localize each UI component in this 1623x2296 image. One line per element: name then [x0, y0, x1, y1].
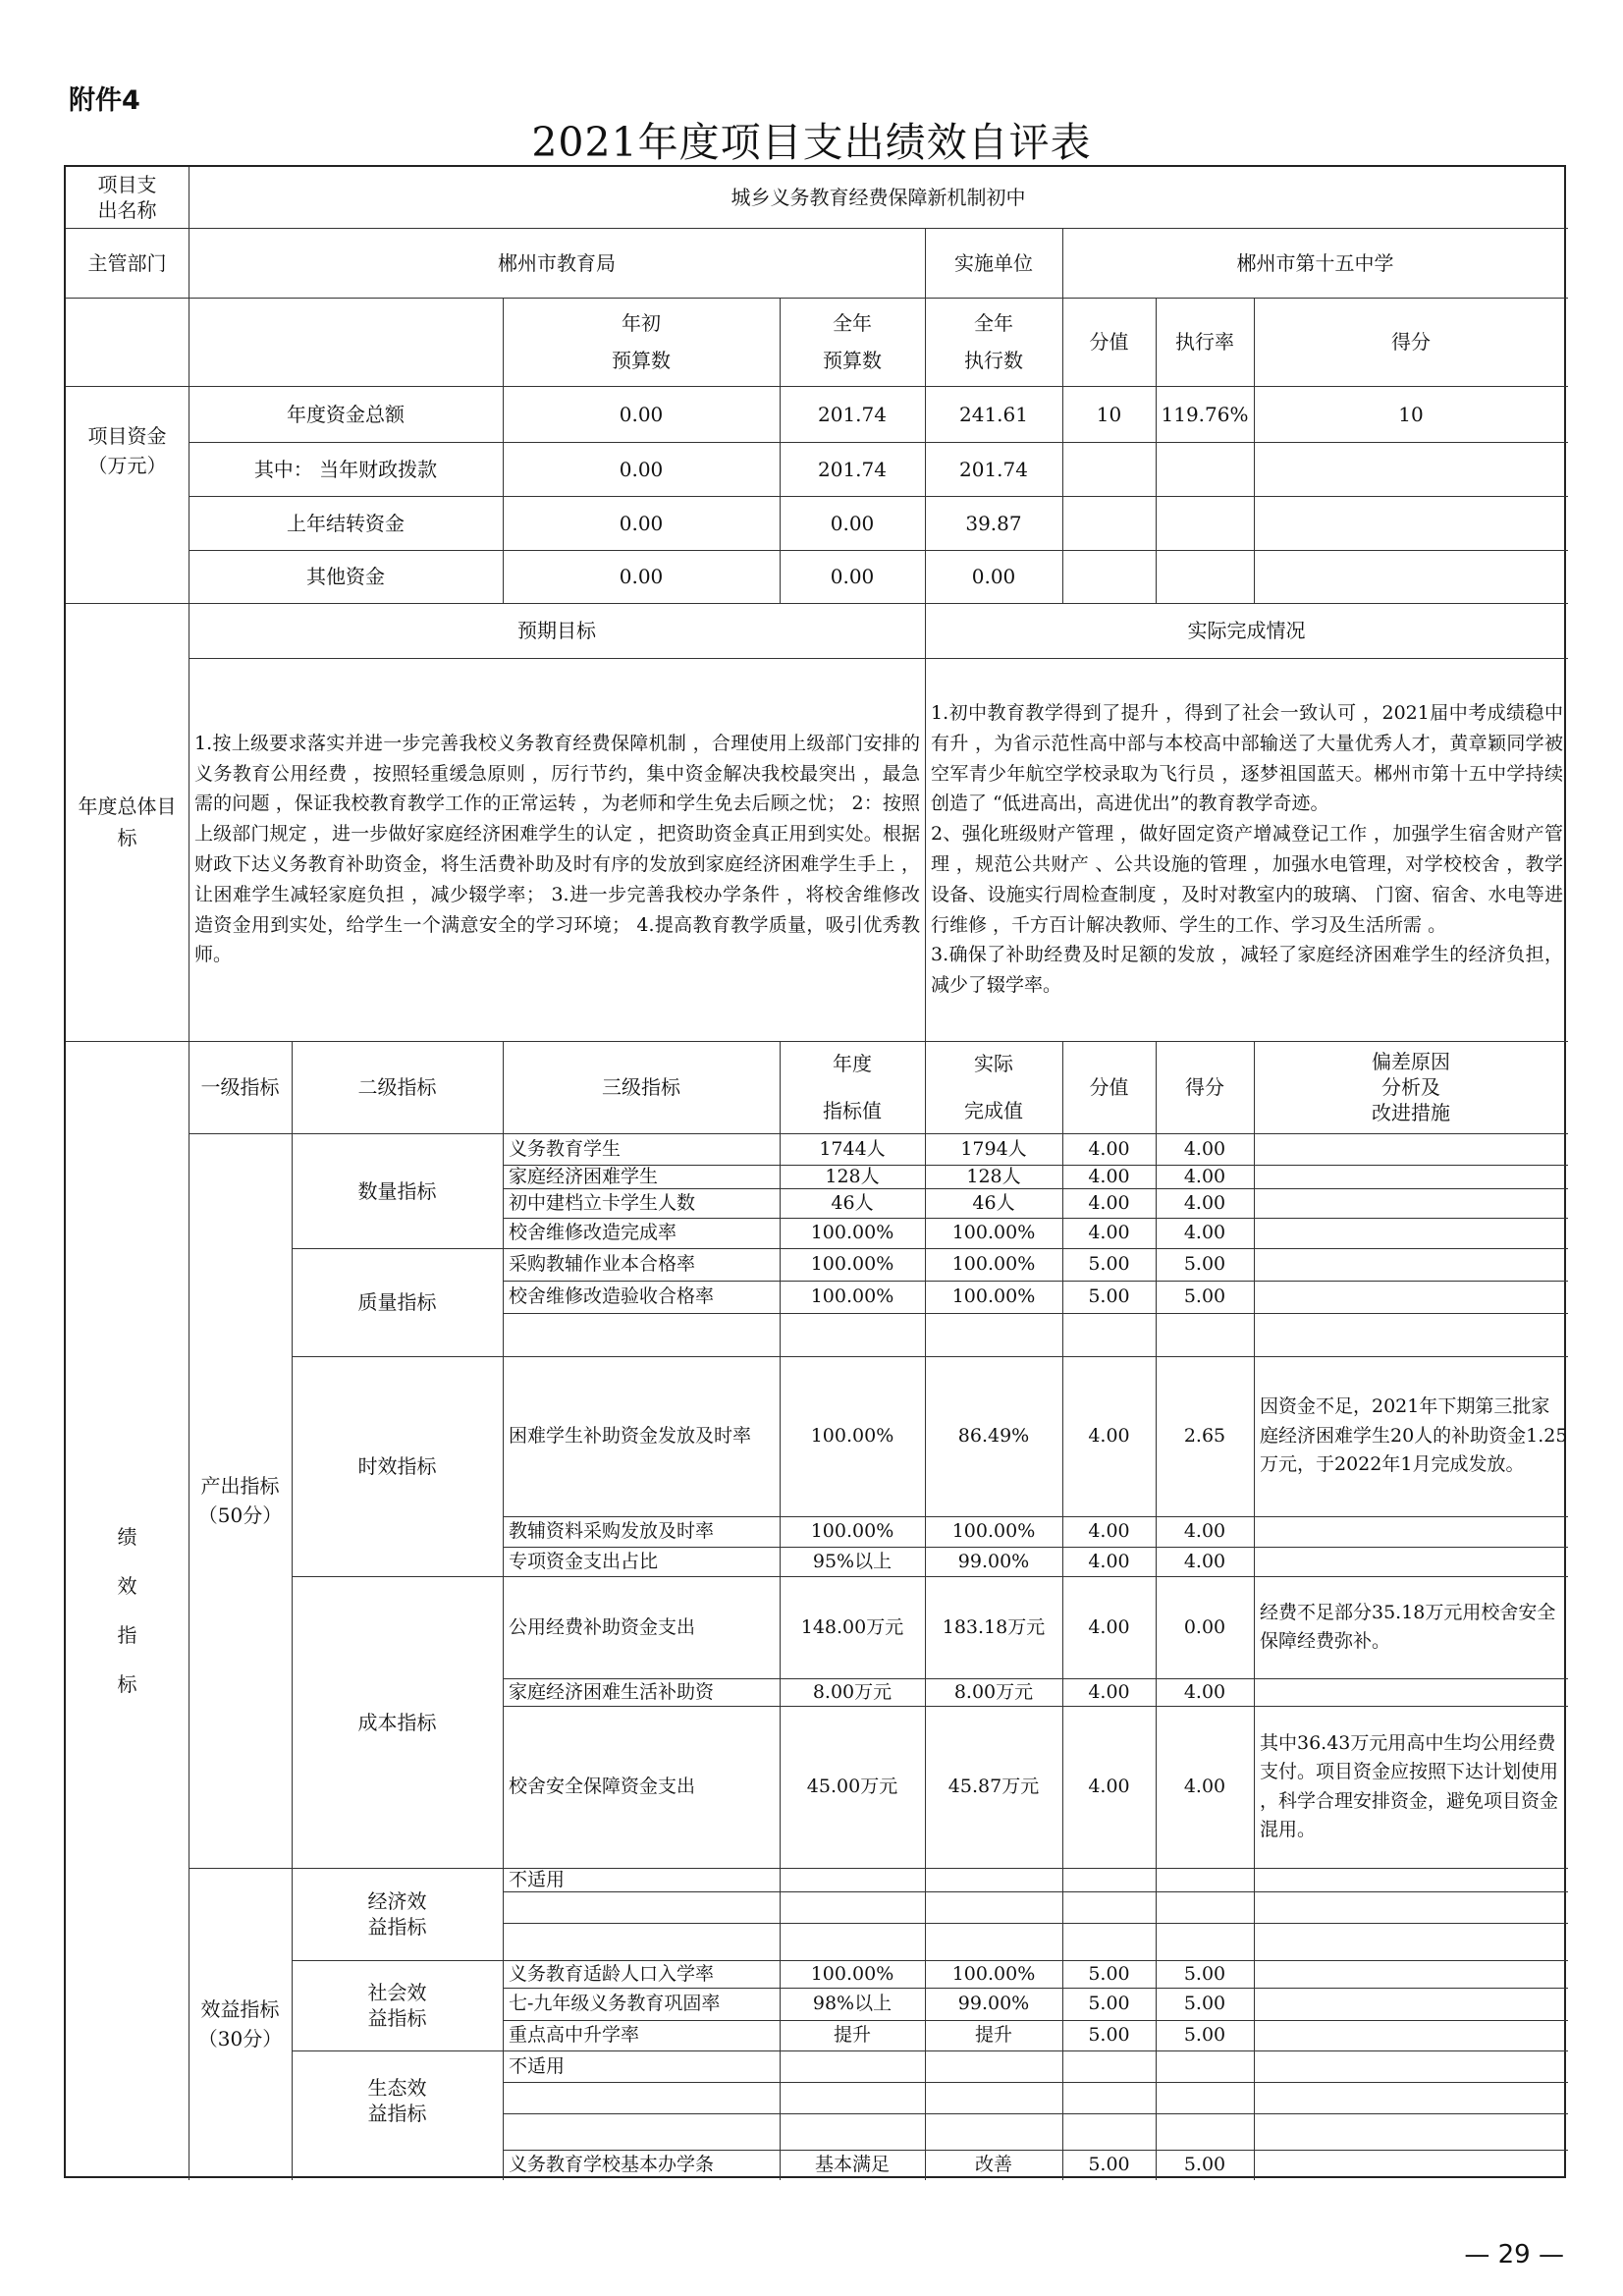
indicator-reason: 经费不足部分35.18万元用校舍安全保障经费弥补。: [1260, 1601, 1556, 1652]
group-timeliness: 时效指标: [357, 1454, 437, 1478]
indicator-score-value: 5.00: [1088, 1253, 1130, 1276]
output-indicators-label: 产出指标 （50分）: [197, 1474, 283, 1527]
indicator-actual: 100.00%: [951, 1962, 1036, 1985]
indicator-name: 家庭经济困难生活补助资: [509, 1680, 715, 1703]
indicator-reason: [1254, 1313, 1568, 1356]
indicator-target: 46人: [831, 1191, 874, 1214]
group-quantity: 数量指标: [357, 1178, 437, 1203]
indicator-actual: 改善: [974, 2154, 1012, 2176]
indicator-target: 100.00%: [810, 1285, 894, 1308]
funds-cell-executed: 201.74: [959, 457, 1028, 481]
indicator-score: [1156, 1313, 1254, 1356]
header-target: 年度 指标值: [823, 1052, 882, 1122]
indicator-target: 45.00万元: [806, 1776, 898, 1798]
header-level3: 三级指标: [602, 1075, 680, 1099]
indicator-actual: [925, 1891, 1062, 1923]
indicator-score: 5.00: [1183, 1962, 1226, 1985]
indicator-target: 100.00%: [810, 1222, 894, 1244]
funds-cell-annual: 201.74: [818, 402, 887, 426]
funds-cell-score_value: [1062, 442, 1156, 496]
indicator-target: 100.00%: [810, 1253, 894, 1276]
indicator-score: 4.00: [1183, 1137, 1226, 1160]
funds-row-name: 其中： 当年财政拨款: [253, 457, 438, 481]
indicator-reason: 因资金不足，2021年下期第三批家庭经济困难学生20人的补助资金1.25万元，于2022年1月完成发放。: [1260, 1395, 1568, 1476]
indicator-score: 5.00: [1183, 1253, 1226, 1276]
header-actual: 实际 完成值: [964, 1052, 1023, 1122]
page-number-value: 29: [1497, 2240, 1531, 2269]
indicator-target: 1744人: [819, 1137, 886, 1160]
funds-cell-score_value: 10: [1096, 402, 1122, 426]
indicator-score: 4.00: [1183, 1222, 1226, 1244]
unit-value: 郴州市第十五中学: [1236, 250, 1394, 275]
funds-cell-score: [1254, 496, 1568, 550]
actual-goal-text: [931, 658, 1563, 1041]
indicator-reason: [1254, 1218, 1568, 1248]
indicator-target: [780, 2050, 925, 2082]
indicator-score: 4.00: [1183, 1165, 1226, 1187]
funds-cell-rate: [1156, 550, 1254, 603]
page-title: 2021年度项目支出绩效自评表: [531, 119, 1092, 166]
indicator-name: [503, 2113, 780, 2150]
expected-goal-label: 预期目标: [517, 619, 596, 642]
indicator-reason: [1254, 1547, 1568, 1576]
indicator-name: 校舍维修改造完成率: [509, 1222, 677, 1244]
indicator-actual: [925, 1868, 1062, 1891]
indicator-reason: [1254, 2150, 1568, 2180]
indicator-score: [1156, 2082, 1254, 2113]
funds-row-name: 年度资金总额: [287, 402, 405, 426]
indicator-target: 基本满足: [814, 2154, 890, 2176]
funds-cell-executed: 0.00: [971, 565, 1016, 588]
indicator-score-value: 4.00: [1088, 1680, 1130, 1703]
page-number: — 29 —: [1464, 2240, 1564, 2269]
indicator-reason: [1254, 1988, 1568, 2020]
funds-cell-score: [1254, 442, 1568, 496]
indicator-reason: [1254, 2113, 1568, 2150]
indicator-score: 2.65: [1183, 1425, 1226, 1448]
indicator-score-value: 5.00: [1088, 1962, 1130, 1985]
dept-value: 郴州市教育局: [498, 250, 616, 275]
indicator-score-value: 4.00: [1088, 1776, 1130, 1798]
indicator-actual: 99.00%: [957, 1993, 1030, 2015]
indicator-score-value: 4.00: [1088, 1191, 1130, 1214]
performance-indicators-label: 绩 效 指 标: [117, 1524, 137, 1696]
indicator-name: 教辅资料采购发放及时率: [509, 1520, 715, 1543]
actual-goal-text-text: 1.初中教育教学得到了提升 ，得到了社会一致认可 ，2021届中考成绩稳中有升 ，为省示范性高中部与本校高中部输送了大量优秀人才，黄章颖同学被空军青少年航空学校录取为飞行员 ，逐梦祖国蓝天。郴州市第十五中学持续创造了 “低进高出，高进优出”的教育教学奇迹。 2、强化班级财产管理 ，做好固定资产增减登记工作 ，加强学生宿舍财产管理 ，规范公共财产 、公共设施的管理 ，加强水电管理，对学校校舍 ，教学设备、设施实行周检查制度 ，及时对教室内的玻璃、 门窗、宿舍、水电等进行维修 ，千方百计解决教师、学生的工作、学习及生活所需 。 3.确保了补助经费及时足额的发放 ，减轻了家庭经济困难学生的经济负担，减少了辍学率。: [931, 702, 1563, 997]
indicator-score: 5.00: [1183, 2154, 1226, 2176]
indicator-reason: [1254, 1891, 1568, 1923]
indicator-score-value: 4.00: [1088, 1615, 1130, 1638]
indicator-score-value: 5.00: [1088, 2154, 1130, 2176]
indicator-name: [503, 1923, 780, 1960]
indicator-name: [503, 1313, 780, 1356]
header-score: 得分: [1185, 1075, 1224, 1099]
indicator-target: 100.00%: [810, 1425, 894, 1448]
indicator-target: 95%以上: [812, 1550, 893, 1572]
indicator-actual: [925, 2050, 1062, 2082]
indicator-actual: 100.00%: [951, 1285, 1036, 1308]
goals-label: 年度总体目 标: [78, 794, 177, 849]
indicator-actual: 1794人: [960, 1137, 1027, 1160]
indicator-reason: [1254, 1248, 1568, 1281]
indicator-reason: [1254, 1678, 1568, 1706]
funds-header-1: 全年 预算数: [823, 311, 882, 372]
funds-row-name: 其他资金: [306, 565, 385, 588]
indicator-actual: 8.00万元: [953, 1680, 1034, 1703]
indicator-name: 重点高中升学率: [509, 2024, 640, 2047]
indicator-reason: [1254, 1165, 1568, 1188]
indicator-name: 义务教育学生: [509, 1137, 622, 1160]
funds-cell-rate: [1156, 442, 1254, 496]
unit-label: 实施单位: [954, 250, 1033, 275]
indicator-score: 5.00: [1183, 2024, 1226, 2047]
indicator-name: 义务教育学校基本办学条: [509, 2154, 715, 2176]
funds-header-5: 得分: [1391, 330, 1431, 354]
indicator-actual: [925, 2082, 1062, 2113]
indicator-target: [780, 1313, 925, 1356]
indicator-score: 5.00: [1183, 1993, 1226, 2015]
indicator-target: 148.00万元: [800, 1615, 904, 1638]
indicator-score-value: 4.00: [1088, 1550, 1130, 1572]
indicator-score-value: [1062, 2050, 1156, 2082]
funds-header-4: 执行率: [1175, 330, 1234, 354]
group-economic: 经济效 益指标: [367, 1889, 427, 1939]
indicator-reason: 其中36.43万元用高中生均公用经费支付。项目资金应按照下达计划使用 ，科学合理安排资金，避免项目资金混用。: [1260, 1731, 1559, 1840]
funds-cell-score_value: [1062, 550, 1156, 603]
header-reason: 偏差原因 分析及 改进措施: [1372, 1050, 1450, 1124]
indicator-target: [780, 1868, 925, 1891]
indicator-actual: 128人: [966, 1165, 1021, 1187]
indicator-score: 5.00: [1183, 1285, 1226, 1308]
header-score-value: 分值: [1089, 1075, 1129, 1099]
indicator-name: 校舍维修改造验收合格率: [509, 1285, 715, 1308]
indicator-actual: 100.00%: [951, 1222, 1036, 1244]
indicator-name: 初中建档立卡学生人数: [509, 1191, 696, 1214]
funds-cell-score: 10: [1398, 402, 1424, 426]
indicator-reason: [1254, 1133, 1568, 1165]
indicator-actual: 183.18万元: [942, 1615, 1046, 1638]
indicator-target: 提升: [833, 2024, 871, 2047]
indicator-score: 4.00: [1183, 1520, 1226, 1543]
indicator-score: 0.00: [1183, 1615, 1226, 1638]
funds-cell-annual: 0.00: [830, 565, 875, 588]
funds-header-3: 分值: [1089, 330, 1129, 354]
indicator-name: 七-九年级义务教育巩固率: [509, 1993, 721, 2015]
benefit-indicators-label: 效益指标 （30分）: [197, 1997, 283, 2050]
funds-cell-annual: 0.00: [830, 511, 875, 535]
funds-label: 项目资金 （万元）: [87, 423, 167, 477]
funds-cell-rate: 119.76%: [1161, 402, 1249, 426]
indicator-score-value: 4.00: [1088, 1137, 1130, 1160]
funds-cell-executed: 39.87: [965, 511, 1022, 535]
indicator-target: 100.00%: [810, 1962, 894, 1985]
indicator-score-value: [1062, 1923, 1156, 1960]
indicator-actual: 100.00%: [951, 1520, 1036, 1543]
indicator-score-value: [1062, 2113, 1156, 2150]
indicator-score: [1156, 1891, 1254, 1923]
group-social: 社会效 益指标: [367, 1981, 427, 2030]
funds-cell-initial: 0.00: [619, 565, 664, 588]
indicator-name: 公用经费补助资金支出: [509, 1615, 696, 1638]
dept-label: 主管部门: [87, 250, 167, 275]
indicator-score-value: [1062, 2082, 1156, 2113]
header-level2: 二级指标: [357, 1075, 437, 1099]
indicator-reason: [1254, 1868, 1568, 1891]
indicator-name: 不适用: [509, 2054, 566, 2077]
indicator-score: [1156, 1868, 1254, 1891]
indicator-score: 4.00: [1183, 1191, 1226, 1214]
funds-cell-score: [1254, 550, 1568, 603]
header-level1: 一级指标: [200, 1075, 280, 1099]
indicator-target: [780, 1891, 925, 1923]
indicator-name: 困难学生补助资金发放及时率: [509, 1425, 752, 1448]
indicator-reason: [1254, 1923, 1568, 1960]
indicator-score-value: 5.00: [1088, 1993, 1130, 2015]
funds-row-name: 上年结转资金: [287, 511, 405, 535]
attachment-label: 附件4: [69, 85, 140, 116]
group-ecological: 生态效 益指标: [367, 2075, 427, 2125]
funds-header-0: 年初 预算数: [612, 311, 671, 372]
indicator-reason: [1254, 1281, 1568, 1313]
indicator-name: 采购教辅作业本合格率: [509, 1253, 696, 1276]
indicator-target: 128人: [825, 1165, 880, 1187]
actual-goal-label: 实际完成情况: [1187, 619, 1306, 642]
expected-goal-text-text: 1.按上级要求落实并进一步完善我校义务教育经费保障机制 ，合理使用上级部门安排的义务教育公用经费 ，按照轻重缓急原则 ，厉行节约，集中资金解决我校最突出 ，最急需的问题 ，保证我校教育教学工作的正常运转 ，为老师和学生免去后顾之忧； 2：按照上级部门规定 ，进一步做好家庭经济困难学生的认定 ，把资助资金真正用到实处。根据财政下达义务教育补助资金，将生活费补助及时有序的发放到家庭经济困难学生手上 ，让困难学生减轻家庭负担 ，减少辍学率； 3.进一步完善我校办学条件 ，将校舍维修改造资金用到实处，给学生一个满意安全的学习环境； 4.提高教育教学质量，吸引优秀教师。: [194, 732, 920, 966]
indicator-score-value: 4.00: [1088, 1425, 1130, 1448]
indicator-score: 4.00: [1183, 1776, 1226, 1798]
indicator-actual: 46人: [972, 1191, 1015, 1214]
indicator-score-value: [1062, 1891, 1156, 1923]
indicator-name: [503, 1891, 780, 1923]
indicator-reason: [1254, 1516, 1568, 1547]
indicator-reason: [1254, 2050, 1568, 2082]
funds-cell-annual: 201.74: [818, 457, 887, 481]
funds-cell-executed: 241.61: [959, 402, 1028, 426]
evaluation-table: [64, 165, 1566, 2178]
indicator-score-value: 5.00: [1088, 1285, 1130, 1308]
indicator-score-value: 4.00: [1088, 1222, 1130, 1244]
indicator-actual: 45.87万元: [947, 1776, 1040, 1798]
funds-header-2: 全年 执行数: [964, 311, 1023, 372]
funds-cell-initial: 0.00: [619, 402, 664, 426]
indicator-score: 4.00: [1183, 1550, 1226, 1572]
indicator-name: 家庭经济困难学生: [509, 1165, 659, 1187]
indicator-reason: [1254, 2082, 1568, 2113]
indicator-score: [1156, 1923, 1254, 1960]
indicator-actual: 提升: [974, 2024, 1012, 2047]
indicator-actual: 99.00%: [957, 1550, 1030, 1572]
indicator-score: [1156, 2113, 1254, 2150]
indicator-score: [1156, 2050, 1254, 2082]
funds-cell-score_value: [1062, 496, 1156, 550]
indicator-score-value: [1062, 1313, 1156, 1356]
group-quality: 质量指标: [357, 1290, 437, 1314]
project-name-label: 项目支 出名称: [97, 173, 157, 222]
indicator-name: 专项资金支出占比: [509, 1550, 659, 1572]
group-cost: 成本指标: [357, 1710, 437, 1734]
funds-cell-rate: [1156, 496, 1254, 550]
indicator-score-value: 4.00: [1088, 1520, 1130, 1543]
indicator-actual: [925, 2113, 1062, 2150]
indicator-reason: [1254, 1960, 1568, 1988]
indicator-actual: [925, 1923, 1062, 1960]
indicator-actual: [925, 1313, 1062, 1356]
indicator-actual: 100.00%: [951, 1253, 1036, 1276]
indicator-score-value: [1062, 1868, 1156, 1891]
indicator-target: [780, 2082, 925, 2113]
indicator-name: 义务教育适龄人口入学率: [509, 1962, 715, 1985]
indicator-target: [780, 2113, 925, 2150]
indicator-target: 98%以上: [812, 1993, 893, 2015]
expected-goal-text: [194, 658, 920, 1041]
indicator-target: 8.00万元: [812, 1680, 893, 1703]
indicator-actual: 86.49%: [957, 1425, 1030, 1448]
indicator-reason: [1254, 1188, 1568, 1218]
indicator-name: 校舍安全保障资金支出: [509, 1776, 696, 1798]
indicator-name: [503, 2082, 780, 2113]
project-name-value: 城乡义务教育经费保障新机制初中: [730, 186, 1026, 209]
indicator-reason: [1254, 2020, 1568, 2050]
funds-cell-initial: 0.00: [619, 457, 664, 481]
indicator-score: 4.00: [1183, 1680, 1226, 1703]
indicator-score-value: 5.00: [1088, 2024, 1130, 2047]
indicator-score-value: 4.00: [1088, 1165, 1130, 1187]
indicator-target: [780, 1923, 925, 1960]
indicator-name: 不适用: [509, 1868, 566, 1890]
funds-cell-initial: 0.00: [619, 511, 664, 535]
indicator-target: 100.00%: [810, 1520, 894, 1543]
